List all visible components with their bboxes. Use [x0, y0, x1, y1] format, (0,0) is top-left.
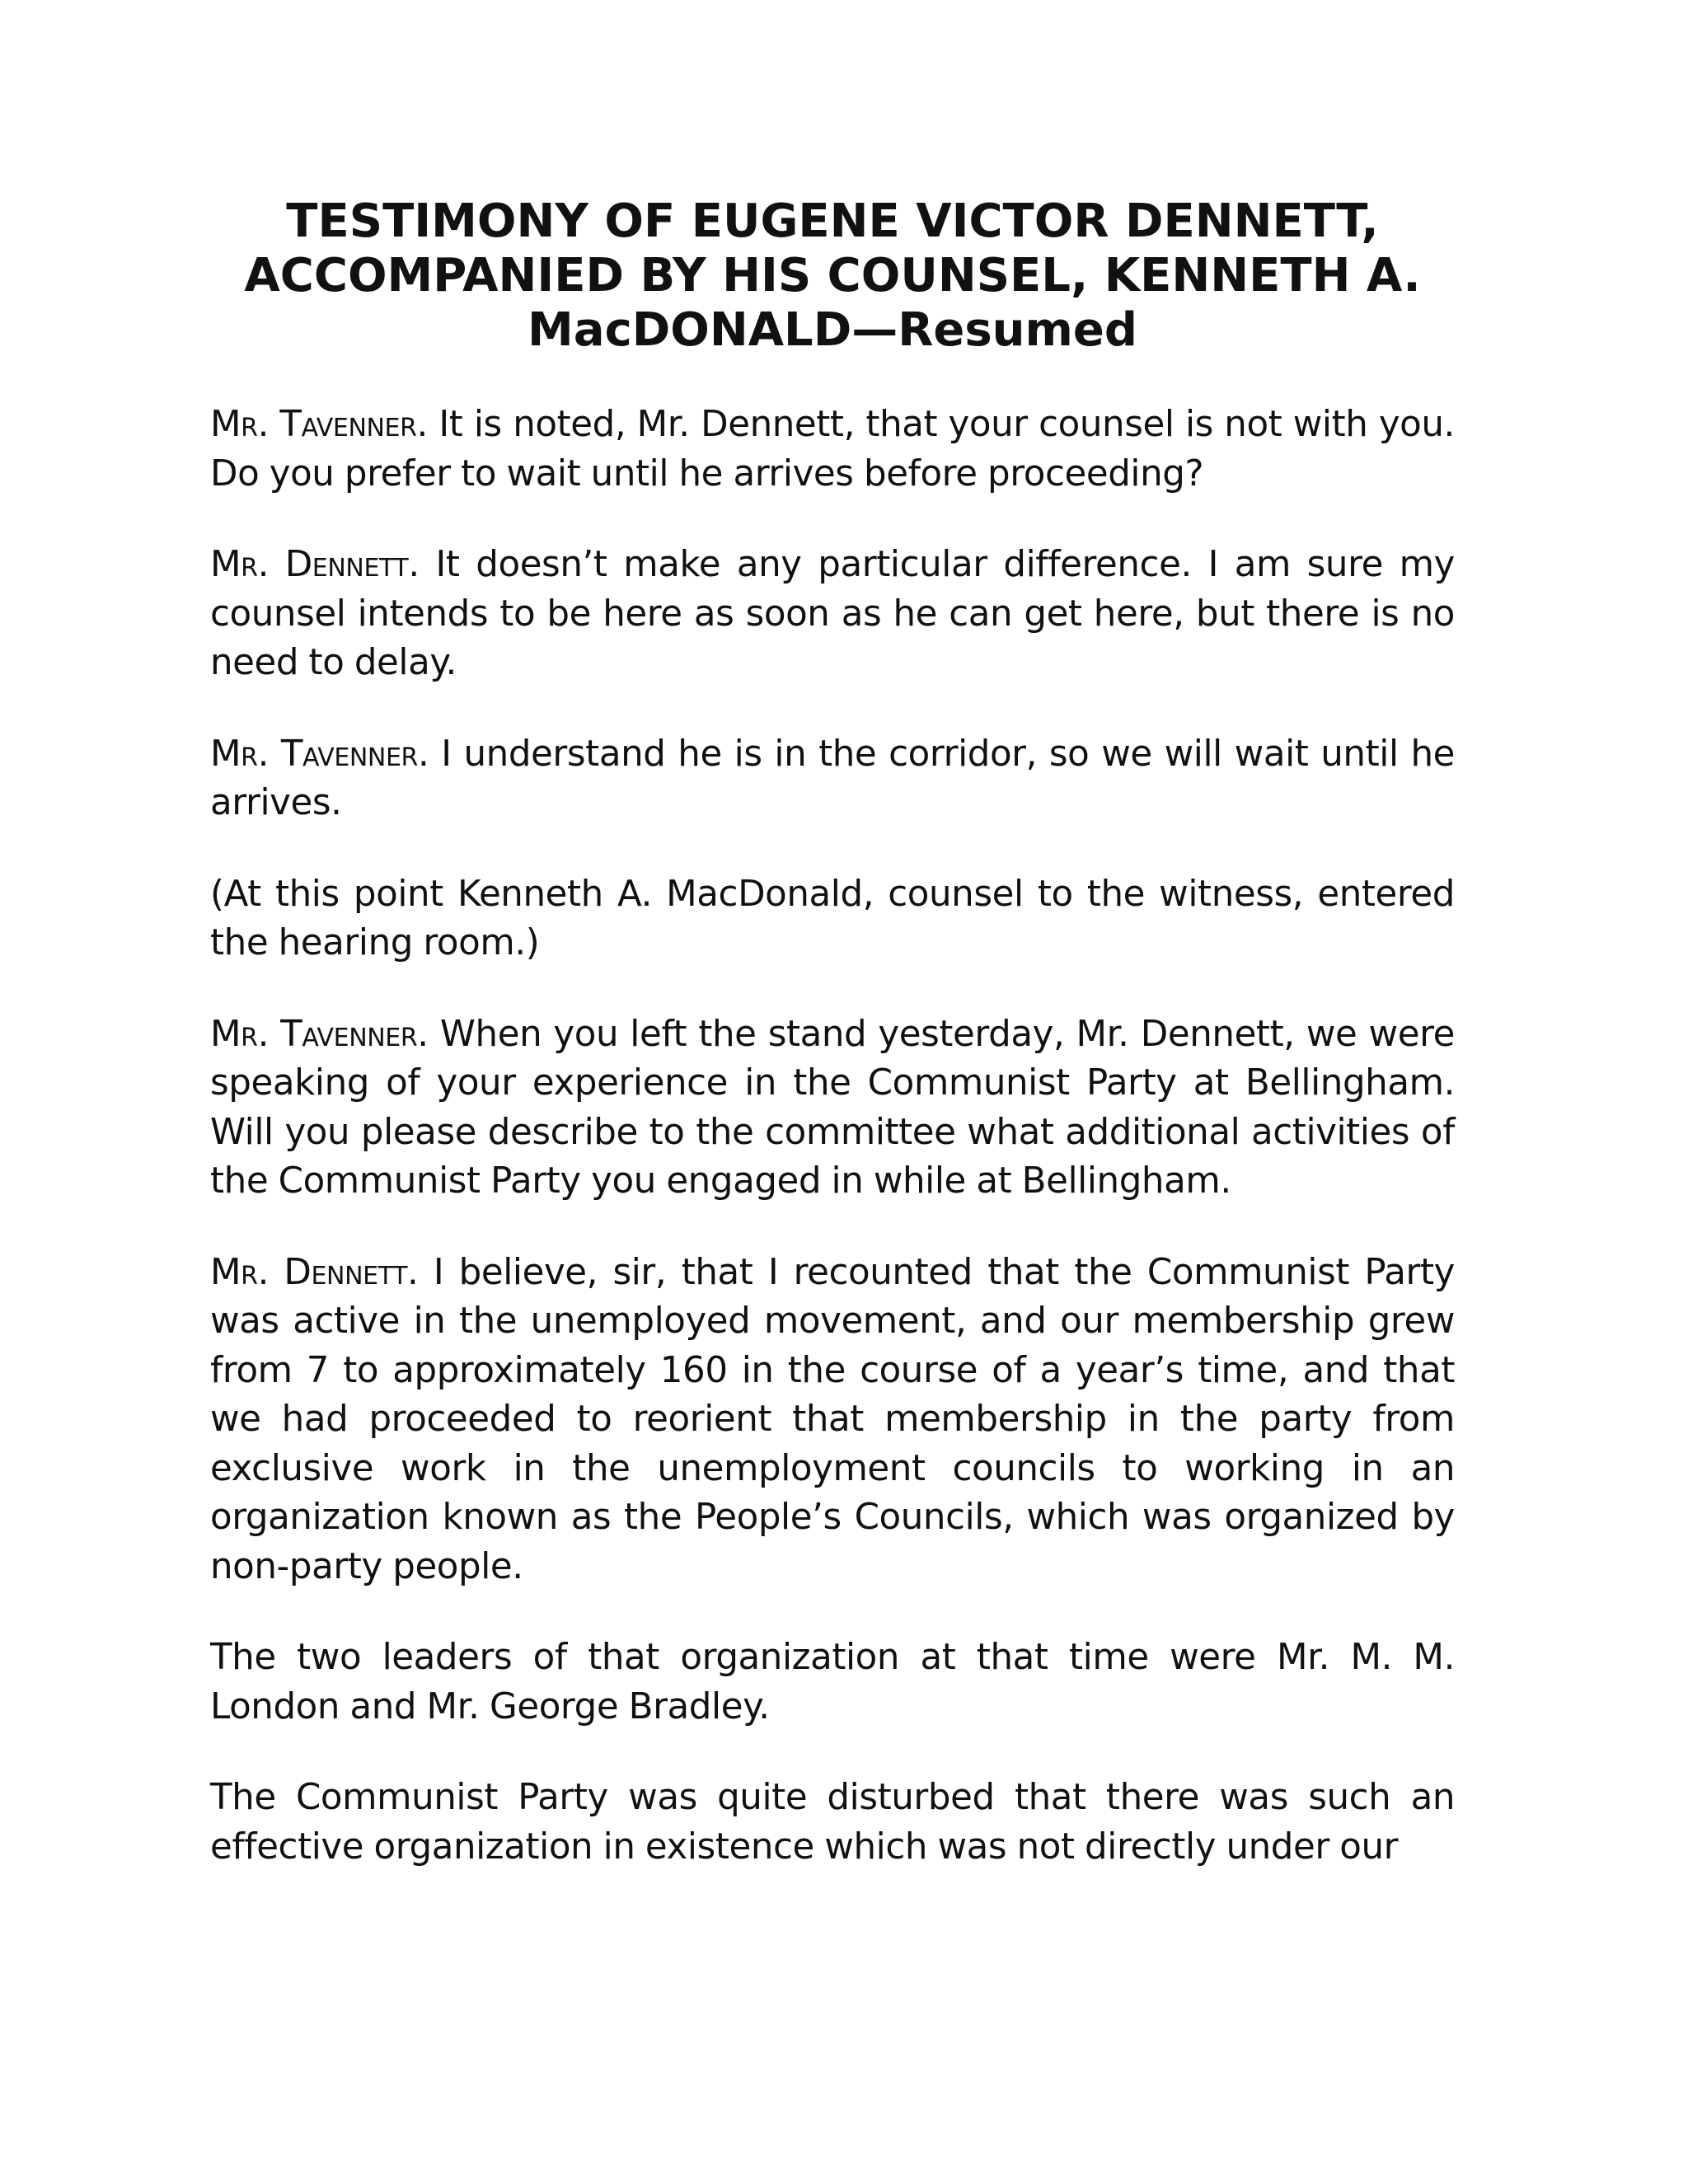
paragraph-1 [210, 401, 1455, 499]
speaker-label: Mr. Tavenner. [210, 733, 429, 775]
title-line-3: MacDONALD—Resumed [528, 303, 1137, 357]
title-line-1: TESTIMONY OF EUGENE VICTOR DENNETT, [286, 194, 1379, 248]
speaker-label: Mr. Dennett. [210, 1251, 419, 1293]
paragraph-2 [210, 541, 1455, 688]
paragraph-text: I understand he is in the corridor, so we will wait until he arrives. [210, 733, 1455, 823]
paragraph-3 [210, 730, 1455, 828]
paragraph-text: The Communist Party was quite disturbed that there was such an effective organization in existence which was not directly under our [210, 1777, 1455, 1868]
paragraph-7 [210, 1633, 1455, 1732]
speaker-label: Mr. Tavenner. [210, 404, 428, 445]
speaker-label: Mr. Tavenner. [210, 1013, 429, 1055]
paragraph-text: (At this point Kenneth A. MacDonald, counsel to the witness, entered the hearing room.) [210, 873, 1455, 963]
speaker-label: Mr. Dennett. [210, 544, 420, 585]
paragraph-text: The two leaders of that organization at that time were Mr. M. M. London and Mr. George Bradley. [210, 1637, 1455, 1727]
paragraph-text: It is noted, Mr. Dennett, that your counsel is not with you. Do you prefer to wait until he arrives before proceeding? [210, 404, 1455, 494]
paragraph-8 [210, 1774, 1455, 1872]
document-title [210, 194, 1455, 358]
paragraph-text: I believe, sir, that I recounted that the Communist Party was active in the unemployed movement, and our membership grew from 7 to approximately 160 in the course of a year’s time, and that we had proceeded to reorient that membership in the party from exclusive work in the unemployment councils to working in an organization known as the People’s Councils, which was organized by non-party people. [210, 1251, 1455, 1587]
paragraph-4 [210, 870, 1455, 968]
title-line-2: ACCOMPANIED BY HIS COUNSEL, KENNETH A. [244, 249, 1421, 302]
document-page [210, 194, 1455, 1914]
paragraph-text: It doesn’t make any particular difference. I am sure my counsel intends to be here as soon as he can get here, but there is no need to delay. [210, 544, 1455, 683]
paragraph-6 [210, 1249, 1455, 1592]
paragraph-5 [210, 1010, 1455, 1207]
paragraph-text: When you left the stand yesterday, Mr. Dennett, we were speaking of your experience in the Communist Party at Bellingham. Will you please describe to the committee what additional activities of the Communist Party you engaged in while at Bellingham. [210, 1013, 1455, 1202]
